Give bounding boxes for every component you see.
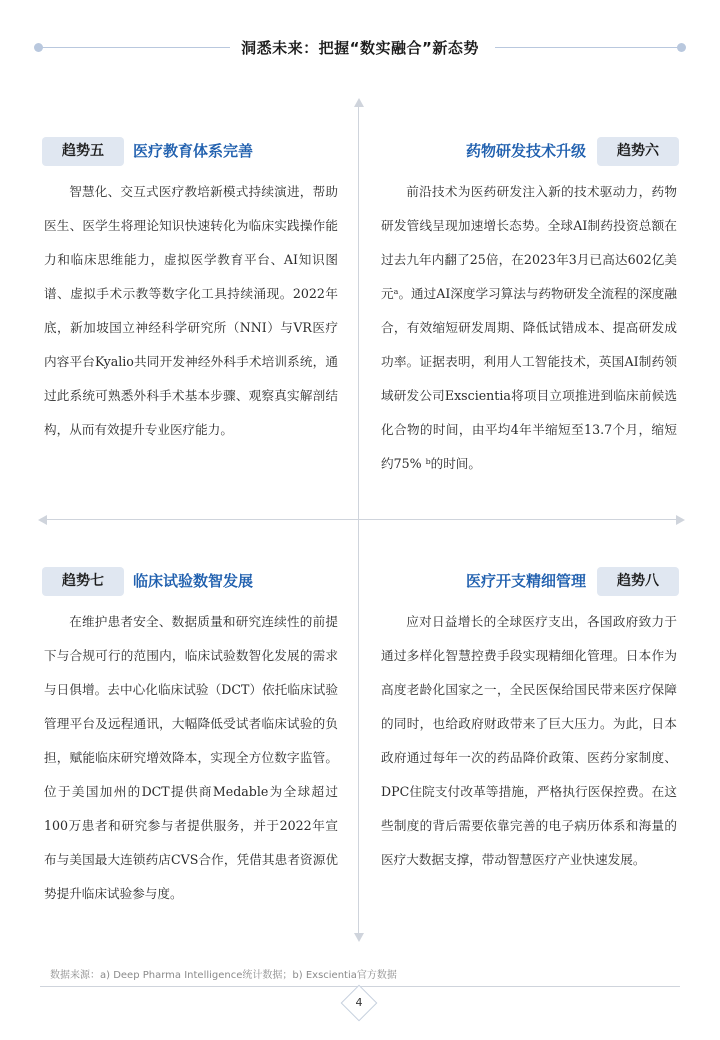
arrow-down-icon bbox=[354, 933, 364, 942]
page-header bbox=[34, 35, 686, 61]
arrow-left-icon bbox=[38, 515, 47, 525]
trend-seven-body: 在维护患者安全、数据质量和研究连续性的前提下与合规可行的范围内，临床试验数智化发展的需求与日俱增。去中心化临床试验（DCT）依托临床试验管理平台及远程通讯，大幅降低受试者临床试验的负担，赋能临床研究增效降本，实现全方位数字监管。位于美国加州的DCT提供商Medable为全球超过100万患者和研究参与者提供服务，并于2022年宣布与美国最大连锁药店CVS合作，凭借其患者资源优势提升临床试验参与度。 bbox=[44, 614, 338, 901]
trend-seven-title: 临床试验数智发展 bbox=[133, 572, 254, 590]
trend-five-body: 智慧化、交互式医疗教培新模式持续演进，帮助医生、医学生将理论知识快速转化为临床实践操作能力和临床思维能力，虚拟医学教育平台、AI知识图谱、虚拟手术示教等数字化工具持续涌现。2022年底，新加坡国立神经科学研究所（NNI）与VR医疗内容平台Kyalio共同开发神经外科手术培训系统，通过此系统可熟悉外科手术基本步骤、观察真实解剖结构，从而有效提升专业医疗能力。 bbox=[44, 184, 338, 437]
trend-seven-tag: 趋势七 bbox=[42, 567, 124, 596]
page-number: 4 bbox=[355, 996, 363, 1009]
data-source-note: 数据来源：a) Deep Pharma Intelligence统计数据；b) Exscientia官方数据 bbox=[50, 970, 397, 981]
trend-five-tag: 趋势五 bbox=[42, 137, 124, 166]
arrow-up-icon bbox=[354, 98, 364, 107]
trend-eight-body: 应对日益增长的全球医疗支出，各国政府致力于通过多样化智慧控费手段实现精细化管理。日本作为高度老龄化国家之一，全民医保给国民带来医疗保障的同时，也给政府财政带来了巨大压力。为此，日本政府通过每年一次的药品降价政策、医药分家制度、DPC住院支付改革等措施，严格执行医保控费。在这些制度的背后需要依靠完善的电子病历体系和海量的医疗大数据支撑，带动智慧医疗产业快速发展。 bbox=[381, 614, 677, 867]
page-title: 洞悉未来：把握“数实融合”新态势 bbox=[241, 39, 479, 57]
horizontal-divider bbox=[44, 519, 680, 520]
trend-six-title: 药物研发技术升级 bbox=[465, 142, 586, 160]
trend-eight-tag: 趋势八 bbox=[597, 567, 679, 596]
header-line-right bbox=[495, 47, 680, 48]
header-dot-right bbox=[677, 43, 686, 52]
trend-eight-title: 医疗开支精细管理 bbox=[465, 572, 586, 590]
trend-five-title: 医疗教育体系完善 bbox=[133, 142, 254, 160]
vertical-divider bbox=[358, 104, 359, 938]
arrow-right-icon bbox=[676, 515, 685, 525]
page-number-badge bbox=[341, 985, 378, 1022]
trend-six-tag: 趋势六 bbox=[597, 137, 679, 166]
trend-six-body: 前沿技术为医药研发注入新的技术驱动力，药物研发管线呈现加速增长态势。全球AI制药投资总额在过去九年内翻了25倍，在2023年3月已高达602亿美元ᵃ。通过AI深度学习算法与药物研发全流程的深度融合，有效缩短研发周期、降低试错成本、提高研发成功率。证据表明，利用人工智能技术，英国AI制药领域研发公司Exscientia将项目立项推进到临床前候选化合物的时间，由平均4年半缩短至13.7个月，缩短约75% ᵇ的时间。 bbox=[381, 184, 677, 471]
